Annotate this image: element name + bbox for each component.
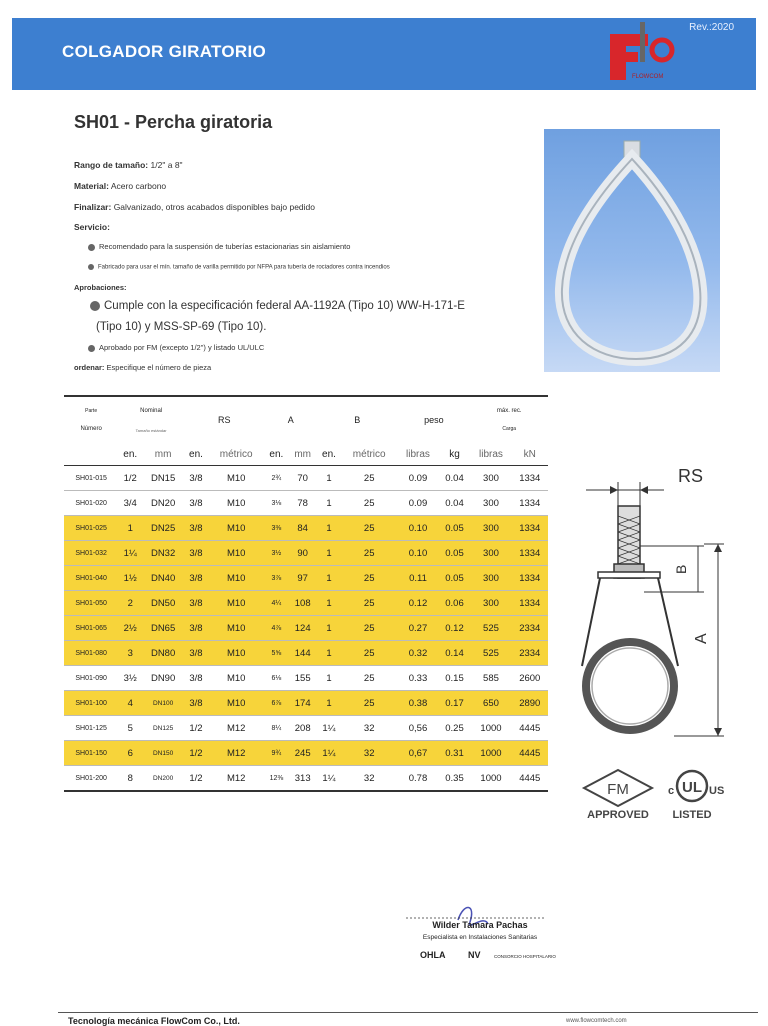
rs-label: RS: [678, 466, 704, 486]
table-cell: 3⅞: [264, 566, 288, 591]
table-cell: 0.27: [397, 616, 438, 641]
table-cell: 525: [470, 641, 511, 666]
table-cell: 0.11: [397, 566, 438, 591]
certification-logos: [578, 764, 738, 824]
table-cell: 32: [341, 716, 397, 741]
table-cell: 1: [317, 641, 341, 666]
table-cell: 0.12: [439, 616, 471, 641]
spec-approvals-label: Aprobaciones:: [74, 283, 127, 292]
logo-text: FLOWCOM: [632, 74, 664, 80]
table-cell: 3/8: [184, 616, 208, 641]
bullet-icon: [88, 345, 95, 352]
spec-table: [64, 395, 548, 792]
spec-order-value: Especifique el número de pieza: [106, 363, 212, 372]
sub-header: en.: [317, 443, 341, 466]
svg-text:FM: FM: [607, 781, 629, 798]
table-cell: 144: [288, 641, 317, 666]
table-cell: 0,67: [397, 741, 438, 766]
table-cell: 78: [288, 491, 317, 516]
org-nv: NV: [468, 950, 481, 960]
svg-text:APPROVED: APPROVED: [587, 809, 649, 821]
table-row: [64, 641, 548, 666]
table-cell: 70: [288, 466, 317, 491]
approval-main-line1: Cumple con la especificación federal AA-1192A (Tipo 10) WW-H-171-E: [90, 300, 465, 312]
table-cell: SH01-125: [64, 716, 118, 741]
signer-role: Especialista en Instalaciones Sanitarias: [422, 934, 538, 941]
table-cell: M10: [208, 541, 264, 566]
service-item: Recomendado para la suspensión de tuberías estacionarias sin aislamiento: [88, 242, 350, 251]
sub-header: mm: [288, 443, 317, 466]
table-row: [64, 691, 548, 716]
table-cell: DN80: [142, 641, 184, 666]
sub-header: métrico: [341, 443, 397, 466]
table-cell: 1¼: [317, 766, 341, 792]
table-cell: 124: [288, 616, 317, 641]
svg-text:c: c: [668, 785, 675, 797]
table-cell: 0.33: [397, 666, 438, 691]
bullet-icon: [90, 301, 100, 311]
table-cell: 2¾: [264, 466, 288, 491]
table-cell: SH01-015: [64, 466, 118, 491]
table-cell: 1: [317, 466, 341, 491]
table-cell: 174: [288, 691, 317, 716]
table-cell: 6: [118, 741, 142, 766]
table-cell: 313: [288, 766, 317, 792]
spec-service-label: Servicio:: [74, 222, 110, 232]
fm-approved-icon: [584, 770, 652, 821]
table-cell: 3⅛: [264, 491, 288, 516]
rs-arrow-right: [640, 486, 648, 494]
table-cell: M10: [208, 566, 264, 591]
table-cell: DN100: [142, 691, 184, 716]
table-header-row: [64, 396, 548, 443]
table-cell: 3/4: [118, 491, 142, 516]
table-cell: 0.04: [439, 466, 471, 491]
table-cell: SH01-040: [64, 566, 118, 591]
table-cell: 3½: [118, 666, 142, 691]
table-cell: M10: [208, 591, 264, 616]
table-cell: 1: [317, 666, 341, 691]
table-cell: 1/2: [184, 766, 208, 792]
table-cell: 25: [341, 541, 397, 566]
approval-fm: Aprobado por FM (excepto 1/2") y listado UL/ULC: [88, 343, 264, 352]
table-cell: 5⅝: [264, 641, 288, 666]
col-rs: RS: [184, 396, 264, 443]
table-cell: 1¼: [317, 716, 341, 741]
table-cell: 4: [118, 691, 142, 716]
table-cell: 650: [470, 691, 511, 716]
spec-range: [74, 160, 183, 170]
table-cell: DN20: [142, 491, 184, 516]
table-cell: DN15: [142, 466, 184, 491]
sub-header: en.: [264, 443, 288, 466]
signature-stamp: [396, 900, 564, 970]
table-cell: 2334: [512, 616, 548, 641]
table-cell: 9¾: [264, 741, 288, 766]
table-cell: 3/8: [184, 691, 208, 716]
table-cell: 25: [341, 516, 397, 541]
table-row: [64, 666, 548, 691]
table-cell: 300: [470, 591, 511, 616]
table-cell: 0.10: [397, 541, 438, 566]
table-cell: 1: [317, 491, 341, 516]
table-cell: M10: [208, 691, 264, 716]
table-cell: 25: [341, 691, 397, 716]
table-cell: 245: [288, 741, 317, 766]
table-row: [64, 466, 548, 491]
spec-order: [74, 363, 211, 372]
table-cell: 300: [470, 541, 511, 566]
table-cell: M10: [208, 641, 264, 666]
approval-main-line2: (Tipo 10) y MSS-SP-69 (Tipo 10).: [96, 321, 267, 333]
table-cell: 0.35: [439, 766, 471, 792]
table-cell: 8: [118, 766, 142, 792]
table-cell: 1000: [470, 716, 511, 741]
table-cell: 0.32: [397, 641, 438, 666]
sub-header: métrico: [208, 443, 264, 466]
sub-header: libras: [397, 443, 438, 466]
table-cell: 1000: [470, 766, 511, 792]
table-cell: DN65: [142, 616, 184, 641]
table-cell: SH01-090: [64, 666, 118, 691]
table-cell: 3/8: [184, 666, 208, 691]
table-cell: M12: [208, 766, 264, 792]
table-cell: 0.04: [439, 491, 471, 516]
table-cell: 3⅜: [264, 516, 288, 541]
org-ohla: OHLA: [420, 950, 446, 960]
sub-header: kg: [439, 443, 471, 466]
bullet-icon: [88, 264, 94, 270]
table-cell: SH01-050: [64, 591, 118, 616]
table-cell: 6⅞: [264, 691, 288, 716]
table-cell: DN50: [142, 591, 184, 616]
col-part: Parte Número: [64, 396, 118, 443]
table-cell: 1334: [512, 566, 548, 591]
table-cell: 155: [288, 666, 317, 691]
table-cell: SH01-025: [64, 516, 118, 541]
table-cell: 4⅞: [264, 616, 288, 641]
table-cell: M12: [208, 741, 264, 766]
table-row: [64, 616, 548, 641]
table-cell: 5: [118, 716, 142, 741]
table-cell: 25: [341, 566, 397, 591]
table-cell: 8¼: [264, 716, 288, 741]
table-cell: 1/2: [118, 466, 142, 491]
table-cell: 0.09: [397, 491, 438, 516]
footer-url: www.flowcomtech.com: [566, 1018, 627, 1024]
table-cell: 0.78: [397, 766, 438, 792]
spec-material-label: Material:: [74, 181, 109, 191]
table-cell: 3/8: [184, 491, 208, 516]
table-cell: 25: [341, 491, 397, 516]
table-row: [64, 491, 548, 516]
col-a: A: [264, 396, 317, 443]
table-cell: 12⅜: [264, 766, 288, 792]
col-max-load: máx. rec. Carga: [470, 396, 548, 443]
table-cell: SH01-032: [64, 541, 118, 566]
table-cell: 1334: [512, 466, 548, 491]
footer-divider: [58, 1012, 758, 1013]
table-cell: 1000: [470, 741, 511, 766]
table-cell: 1: [317, 566, 341, 591]
table-cell: DN200: [142, 766, 184, 792]
table-cell: DN25: [142, 516, 184, 541]
table-cell: 1334: [512, 541, 548, 566]
table-cell: 2334: [512, 641, 548, 666]
table-cell: M10: [208, 466, 264, 491]
table-cell: 585: [470, 666, 511, 691]
product-photo: [544, 129, 720, 372]
table-cell: DN40: [142, 566, 184, 591]
table-cell: 25: [341, 616, 397, 641]
spec-material: [74, 181, 166, 191]
table-cell: 3/8: [184, 541, 208, 566]
table-cell: DN125: [142, 716, 184, 741]
ul-listed-icon: [668, 771, 724, 821]
table-cell: 4¼: [264, 591, 288, 616]
table-cell: 1¼: [317, 741, 341, 766]
sub-header: mm: [142, 443, 184, 466]
table-cell: 3: [118, 641, 142, 666]
table-cell: 3/8: [184, 566, 208, 591]
table-cell: M12: [208, 716, 264, 741]
table-cell: 1½: [118, 566, 142, 591]
table-cell: 4445: [512, 766, 548, 792]
table-cell: 2890: [512, 691, 548, 716]
col-b: B: [317, 396, 397, 443]
spec-finish-value: Galvanizado, otros acabados disponibles bajo pedido: [113, 202, 315, 212]
table-cell: 6⅛: [264, 666, 288, 691]
table-cell: M10: [208, 666, 264, 691]
table-cell: 3/8: [184, 641, 208, 666]
table-row: [64, 716, 548, 741]
table-cell: SH01-020: [64, 491, 118, 516]
sub-header: kN: [512, 443, 548, 466]
spec-range-value: 1/2" a 8": [150, 160, 183, 170]
table-cell: 25: [341, 666, 397, 691]
table-row: [64, 741, 548, 766]
table-cell: SH01-100: [64, 691, 118, 716]
table-cell: 0.15: [439, 666, 471, 691]
table-cell: 300: [470, 491, 511, 516]
table-cell: 2½: [118, 616, 142, 641]
table-cell: 300: [470, 516, 511, 541]
table-subheader-row: [64, 443, 548, 466]
table-row: [64, 541, 548, 566]
table-cell: 300: [470, 466, 511, 491]
table-cell: 3/8: [184, 516, 208, 541]
table-cell: 1: [317, 691, 341, 716]
sub-header: libras: [470, 443, 511, 466]
table-cell: 1334: [512, 591, 548, 616]
table-cell: 2600: [512, 666, 548, 691]
table-cell: M10: [208, 491, 264, 516]
table-cell: 1334: [512, 491, 548, 516]
hanger-top: [598, 572, 660, 578]
service-item: Fabricado para usar el mín. tamaño de varilla permitido por NFPA para tubería de rociadores contra incendios: [88, 264, 390, 271]
table-cell: 1: [317, 516, 341, 541]
table-cell: 0.17: [439, 691, 471, 716]
table-cell: SH01-065: [64, 616, 118, 641]
table-cell: 25: [341, 641, 397, 666]
table-cell: 1: [317, 591, 341, 616]
table-cell: 3/8: [184, 591, 208, 616]
table-cell: 0.06: [439, 591, 471, 616]
table-cell: 0.14: [439, 641, 471, 666]
table-cell: 90: [288, 541, 317, 566]
table-cell: SH01-080: [64, 641, 118, 666]
svg-text:UL: UL: [682, 779, 702, 796]
table-row: [64, 566, 548, 591]
svg-text:US: US: [709, 785, 725, 797]
table-cell: SH01-200: [64, 766, 118, 792]
b-label: B: [673, 564, 689, 574]
table-cell: DN90: [142, 666, 184, 691]
table-cell: 208: [288, 716, 317, 741]
company-logo: [604, 20, 680, 86]
table-cell: 3/8: [184, 466, 208, 491]
table-cell: SH01-150: [64, 741, 118, 766]
table-cell: 300: [470, 566, 511, 591]
table-cell: 2: [118, 591, 142, 616]
sub-header: en.: [118, 443, 142, 466]
spec-finish-label: Finalizar:: [74, 202, 112, 212]
table-cell: 32: [341, 741, 397, 766]
table-cell: 1¼: [118, 541, 142, 566]
revision-label: Rev.:2020: [689, 22, 734, 33]
rs-arrow-left: [610, 486, 618, 494]
table-cell: 0.12: [397, 591, 438, 616]
col-nominal: Nominal Tamaño estándar: [118, 396, 184, 443]
table-cell: 0.38: [397, 691, 438, 716]
banner-title: COLGADOR GIRATORIO: [62, 42, 267, 61]
table-cell: 3½: [264, 541, 288, 566]
table-row: [64, 516, 548, 541]
spec-range-label: Rango de tamaño:: [74, 160, 149, 170]
table-cell: 1334: [512, 516, 548, 541]
table-cell: DN150: [142, 741, 184, 766]
table-cell: 97: [288, 566, 317, 591]
spec-material-value: Acero carbono: [110, 181, 167, 191]
product-title: SH01 - Percha giratoria: [74, 112, 273, 132]
table-cell: 0.05: [439, 566, 471, 591]
col-weight: peso: [397, 396, 470, 443]
table-cell: 0,56: [397, 716, 438, 741]
table-cell: 84: [288, 516, 317, 541]
table-cell: 0.25: [439, 716, 471, 741]
table-cell: 0.10: [397, 516, 438, 541]
hanger-diagram: [574, 456, 734, 742]
org-consorcio: CONSORCIO HOSPITALARIO: [494, 954, 556, 959]
table-cell: 0.09: [397, 466, 438, 491]
table-cell: 1/2: [184, 741, 208, 766]
table-cell: 108: [288, 591, 317, 616]
table-cell: 1: [317, 541, 341, 566]
table-cell: M10: [208, 516, 264, 541]
table-cell: 525: [470, 616, 511, 641]
table-cell: 0.05: [439, 516, 471, 541]
table-cell: 4445: [512, 741, 548, 766]
table-cell: DN32: [142, 541, 184, 566]
spec-order-label: ordenar:: [74, 363, 105, 372]
table-cell: 1: [317, 616, 341, 641]
sub-header: en.: [184, 443, 208, 466]
table-cell: 4445: [512, 716, 548, 741]
table-cell: 1/2: [184, 716, 208, 741]
signer-name: Wilder Tamara Pachas: [432, 920, 528, 930]
table-row: [64, 766, 548, 792]
spec-finish: [74, 202, 315, 212]
table-cell: M10: [208, 616, 264, 641]
table-row: [64, 591, 548, 616]
pipe-ring: [586, 642, 674, 730]
a-label: A: [693, 633, 710, 644]
footer-company: Tecnología mecánica FlowCom Co., Ltd.: [68, 1016, 240, 1026]
table-cell: 25: [341, 591, 397, 616]
bullet-icon: [88, 244, 95, 251]
svg-text:LISTED: LISTED: [672, 809, 712, 821]
table-cell: 1: [118, 516, 142, 541]
table-cell: 25: [341, 466, 397, 491]
swivel-hanger-image: [544, 129, 720, 372]
table-cell: 0.05: [439, 541, 471, 566]
table-cell: 32: [341, 766, 397, 792]
table-cell: 0.31: [439, 741, 471, 766]
